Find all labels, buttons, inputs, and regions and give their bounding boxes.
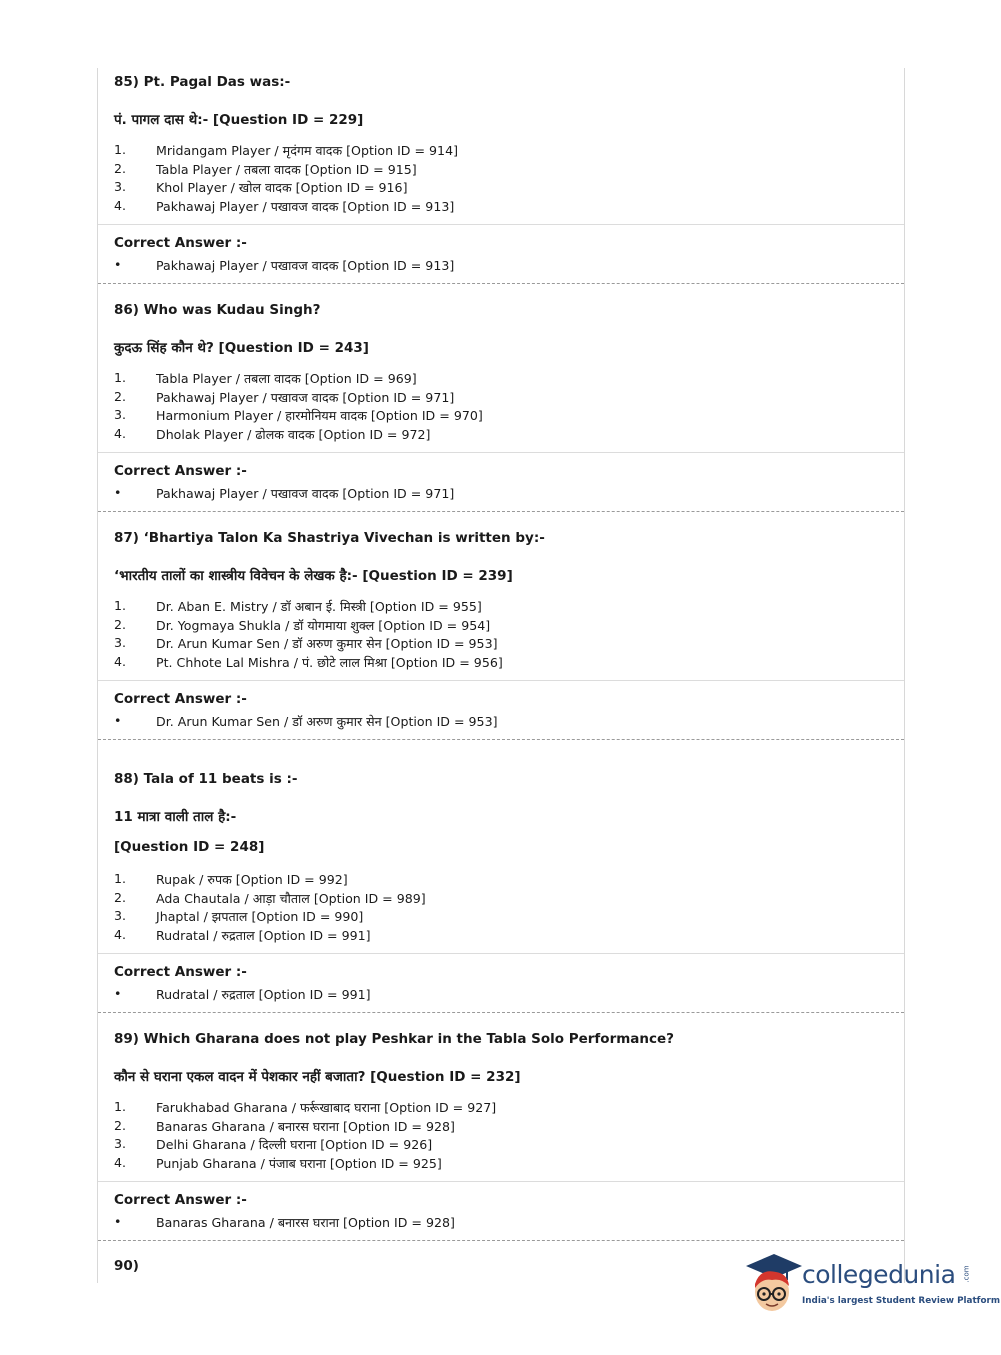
divider	[98, 1181, 904, 1182]
correct-answer-label: Correct Answer :-	[114, 463, 247, 479]
collegedunia-logo	[742, 1248, 1001, 1320]
mascot-icon	[742, 1248, 804, 1320]
page-frame: 85) Pt. Pagal Das was:- पं. पागल दास थे:- [Question ID = 229] 1. Mridangam Player / मृदंगम वादक [Option ID = 914] 2. Tabla Player / तबला वादक [Option ID = 915] 3. Khol Player / खोल वादक [Option ID = 916] 4. Pakhawaj Player / पखावज वादक [Option ID = 913] Correct Answer :- • Pakhawaj Player / पखावज वादक [Option ID = 913] 86) Who was Kudau Singh? कुदऊ सिंह कौन थे? [Question ID = 243] 1. Tabla Player / तबला वादक [Option ID = 969] 2. Pakhawaj Player / पखावज वादक [Option ID = 971] 3. Harmonium Player / हारमोनियम वादक [Option ID = 970] 4. Dholak Player / ढोलक वादक [Option ID = 972] Correct Answer :- • Pakhawaj Player / पखावज वादक [Option ID = 971] 87) ‘Bhartiya Talon Ka Shastriya Vivechan is written by:- ‘भारतीय तालों का शास्त्रीय विवेचन के लेखक है:- [Question ID = 239] 1. Dr. Aban E. Mistry / डॉ अबान ई. मिस्त्री [Option ID = 955] 2. Dr. Yogmaya Shukla / डॉ योगमाया शुक्ल [Option ID = 954] 3. Dr. Arun Kumar Sen / डॉ अरुण कुमार सेन [Option ID = 953] 4. Pt. Chhote Lal Mishra / पं. छोटे लाल मिश्रा [Option ID = 956] Correct Answer :- • Dr. Arun Kumar Sen / डॉ अरुण कुमार सेन [Option ID = 953] 88) Tala of 11 beats is :- 11 मात्रा वाली ताल है:- [Question ID = 248] 1. Rupak / रुपक [Option ID = 992] 2. Ada Chautala / आड़ा चौताल [Option ID = 989] 3. Jhaptal / झपताल [Option ID = 990] 4. Rudratal / रुद्रताल [Option ID = 991] Correct Answer :- • Rudratal / रुद्रताल [Option ID = 991] 89) Which Gharana does not play Peshkar in the Tabla Solo Performance? कौन से घराना एकल वादन में पेशकार नहीं बजाता? [Question ID = 232] 1. Farukhabad Gharana / फर्रूखाबाद घराना [Option ID = 927] 2. Banaras Gharana / बनारस घराना [Option ID = 928] 3. Delhi Gharana / दिल्ली घराना [Option ID = 926] 4. Punjab Gharana / पंजाब घराना [Option ID = 925] Correct Answer :- • Banaras Gharana / बनारस घराना [Option ID = 928] 90)	[97, 68, 905, 1283]
divider	[98, 953, 904, 954]
question-title: 89) Which Gharana does not play Peshkar in the Tabla Solo Performance?	[114, 1031, 675, 1047]
divider	[98, 224, 904, 225]
question-title: 85) Pt. Pagal Das was:-	[114, 74, 291, 90]
question-hindi: ‘भारतीय तालों का शास्त्रीय विवेचन के लेखक है:- [Question ID = 239]	[114, 568, 513, 584]
question-title: 88) Tala of 11 beats is :-	[114, 771, 298, 787]
question-title: 87) ‘Bhartiya Talon Ka Shastriya Vivechan is written by:-	[114, 530, 545, 546]
divider	[98, 283, 904, 284]
question-id: [Question ID = 248]	[114, 839, 265, 855]
divider	[98, 739, 904, 740]
divider	[98, 1012, 904, 1013]
correct-answer-label: Correct Answer :-	[114, 691, 247, 707]
question-title: 86) Who was Kudau Singh?	[114, 302, 321, 318]
divider	[98, 511, 904, 512]
next-question-number: 90)	[114, 1258, 139, 1274]
question-hindi: कुदऊ सिंह कौन थे? [Question ID = 243]	[114, 340, 369, 356]
logo-tagline: India's largest Student Review Platform	[802, 1296, 1001, 1306]
correct-answer-label: Correct Answer :-	[114, 964, 247, 980]
divider	[98, 452, 904, 453]
divider	[98, 1240, 904, 1241]
logo-wordmark: collegedunia	[802, 1260, 956, 1289]
correct-answer-label: Correct Answer :-	[114, 235, 247, 251]
question-hindi: पं. पागल दास थे:- [Question ID = 229]	[114, 112, 364, 128]
divider	[98, 680, 904, 681]
question-hindi: 11 मात्रा वाली ताल है:-	[114, 809, 237, 825]
question-hindi: कौन से घराना एकल वादन में पेशकार नहीं बजाता? [Question ID = 232]	[114, 1069, 521, 1085]
correct-answer-label: Correct Answer :-	[114, 1192, 247, 1208]
logo-suffix: .com	[962, 1265, 971, 1283]
